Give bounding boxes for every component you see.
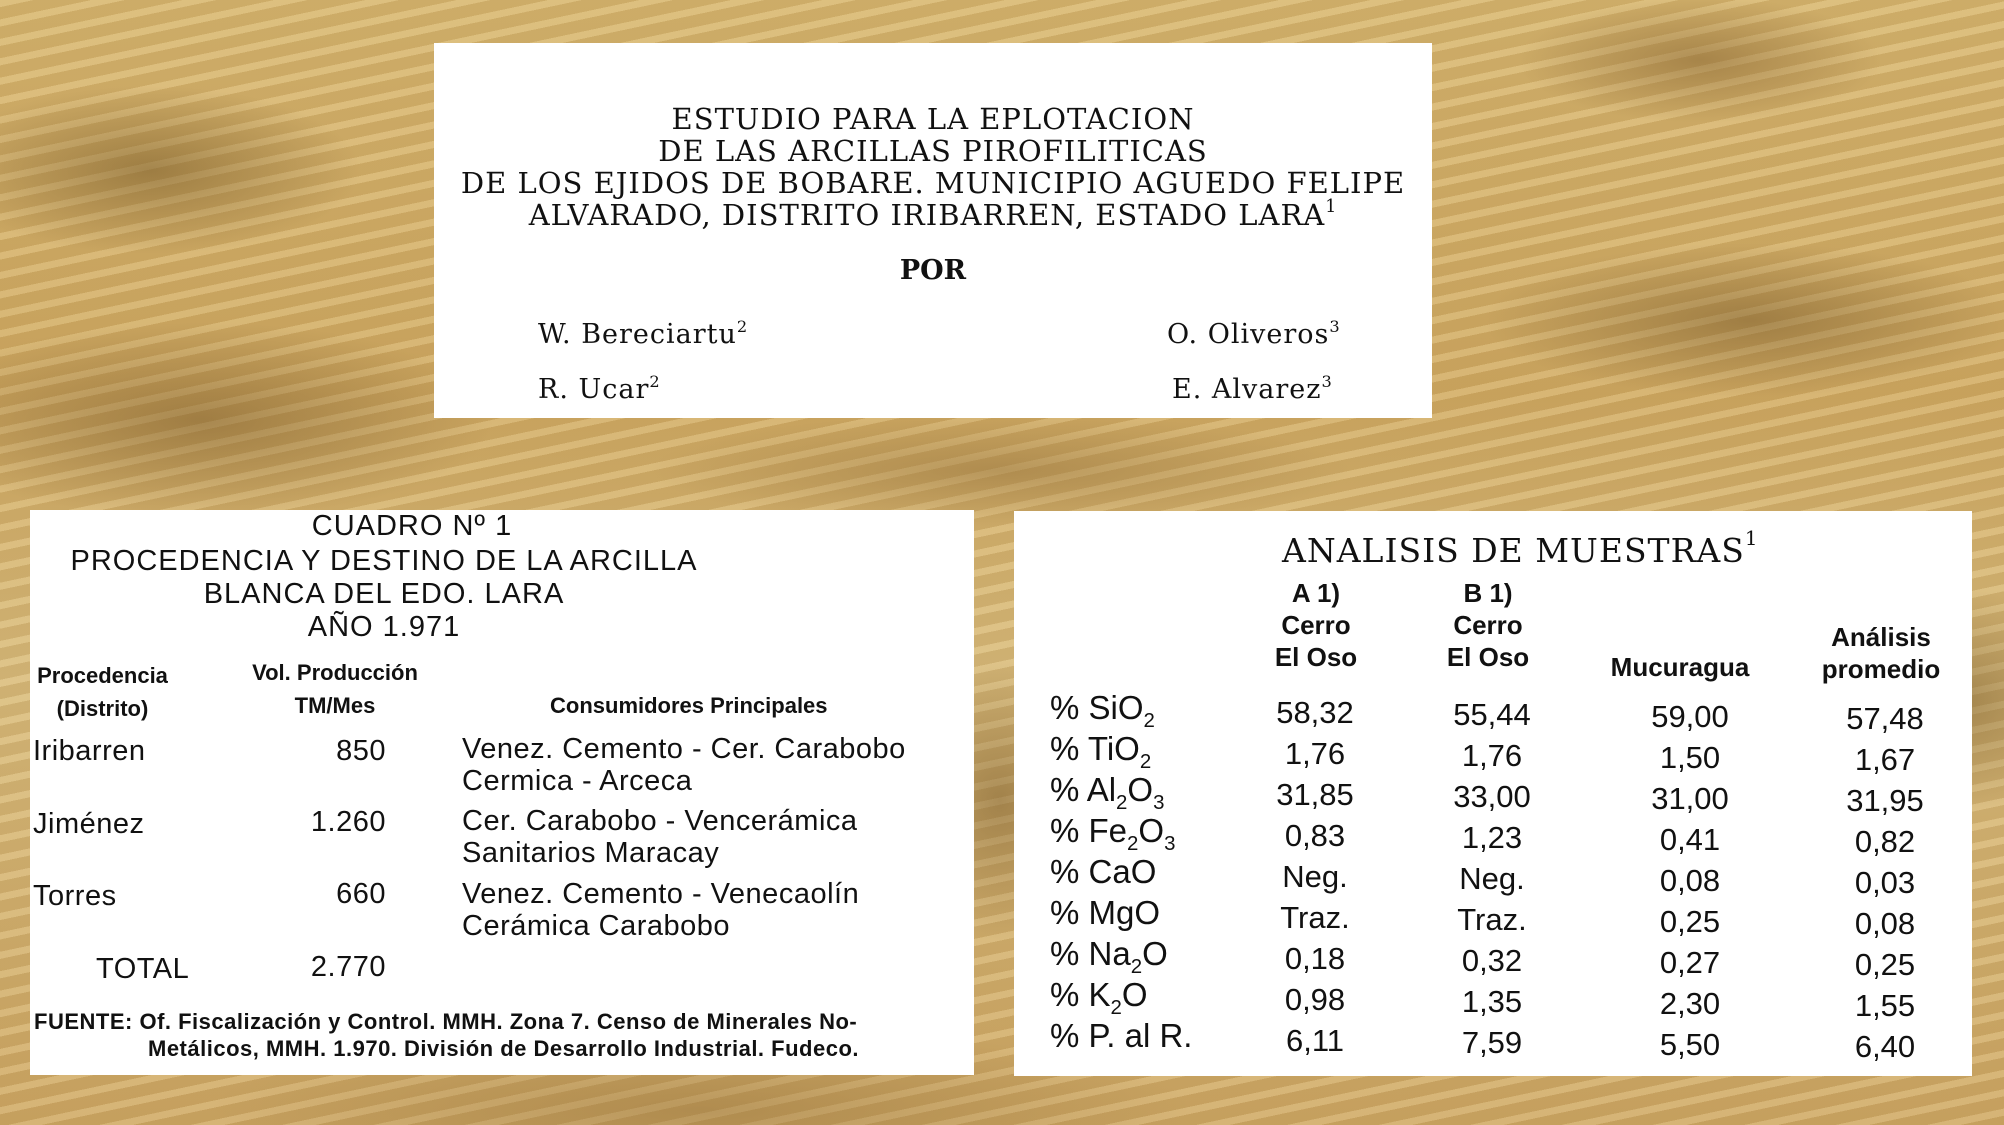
title-line: DE LAS ARCILLAS PIROFILITICAS: [658, 134, 1208, 168]
fuente-note: FUENTE: Of. Fiscalización y Control. MMH. Zona 7. Censo de Minerales No- Metálicos, MMH. 1.970. División de Desarrollo Industrial. Fudeco.: [34, 1009, 859, 1061]
analysis-value: 57,48: [1846, 701, 1924, 736]
analysis-value: 1,50: [1659, 740, 1721, 775]
analysis-value: 0,98: [1284, 982, 1346, 1017]
analisis-title: ANALISIS DE MUESTRAS$^1$: [1282, 527, 1759, 570]
author: W. Bereciartu$^2$: [538, 317, 749, 350]
analysis-value: 1,76: [1284, 736, 1346, 771]
analysis-value: 2,30: [1659, 986, 1721, 1021]
row-label-al2o3: % $Al_2O_3$: [1050, 771, 1165, 814]
row-district: Jiménez: [33, 808, 145, 840]
title-line: DE LOS EJIDOS DE BOBARE. MUNICIPIO AGUEDO FELIPE: [460, 166, 1406, 200]
analysis-value: 1,23: [1461, 820, 1523, 855]
analysis-value: 59,00: [1651, 699, 1729, 734]
row-label-tio2: % TiO$_2$: [1050, 730, 1152, 773]
analysis-value: 7,59: [1461, 1025, 1523, 1060]
analysis-value: 33,00: [1453, 779, 1531, 814]
row-label-pr: % P. al R.: [1050, 1017, 1193, 1054]
paper-title: [434, 103, 1432, 231]
analysis-value: 31,85: [1276, 777, 1354, 812]
total-label: TOTAL: [96, 953, 190, 985]
analysis-value: 0,41: [1659, 822, 1721, 857]
analysis-value: 0,27: [1659, 945, 1721, 980]
author: O. Oliveros$^3$: [1167, 317, 1341, 350]
row-district: Iribarren: [33, 735, 146, 767]
title-line: ESTUDIO PARA LA EPLOTACION: [671, 102, 1195, 136]
por-label: POR: [899, 255, 967, 286]
cuadro-title-line: AÑO 1.971: [307, 611, 461, 643]
col-header-b: B 1) Cerro El Oso: [1446, 578, 1530, 672]
analysis-value: 6,40: [1854, 1029, 1916, 1064]
analysis-value: 0,03: [1854, 865, 1916, 900]
header-volumen: Vol. Producción TM/Mes: [252, 660, 418, 718]
row-label-mgo: % MgO: [1050, 894, 1161, 931]
header-procedencia: Procedencia (Distrito): [37, 663, 168, 721]
row-consumers: Venez. Cemento - Cer. Carabobo Cermica - Arceca: [462, 733, 906, 797]
analysis-value: 0,25: [1854, 947, 1916, 982]
analysis-value: 0,82: [1854, 824, 1916, 859]
analysis-value: Traz.: [1280, 900, 1350, 935]
title-card: [434, 43, 1432, 418]
analysis-value: 58,32: [1276, 695, 1354, 730]
analysis-value: 31,95: [1846, 783, 1924, 818]
col-header-mucuragua: Mucuragua: [1610, 652, 1750, 682]
analysis-value: Neg.: [1282, 859, 1348, 894]
analysis-value: Neg.: [1459, 861, 1525, 896]
row-consumers: Venez. Cemento - Venecaolín Cerámica Carabobo: [462, 878, 860, 942]
analysis-value: 0,25: [1659, 904, 1721, 939]
row-label-k2o: % $K_2O$: [1050, 976, 1148, 1019]
author: R. Ucar$^2$: [538, 372, 661, 405]
analysis-value: 0,18: [1284, 941, 1346, 976]
col-header-promedio: Análisis promedio: [1821, 622, 1941, 684]
row-volume: 660: [336, 878, 386, 910]
analysis-value: 55,44: [1453, 697, 1531, 732]
header-consumidores: Consumidores Principales: [550, 693, 828, 718]
row-consumers: Cer. Carabobo - Vencerámica Sanitarios Maracay: [462, 805, 858, 869]
analisis-table-card: [1014, 511, 1972, 1076]
row-label-na2o: % $Na_2O$: [1050, 935, 1168, 978]
analysis-value: 6,11: [1285, 1023, 1345, 1058]
analysis-value: 0,08: [1659, 863, 1721, 898]
row-label-sio2: % SiO$_2$: [1050, 689, 1155, 732]
row-district: Torres: [33, 880, 117, 912]
row-label-cao: % CaO: [1050, 853, 1157, 890]
cuadro-title-line: BLANCA DEL EDO. LARA: [203, 578, 565, 610]
analysis-value: 31,00: [1651, 781, 1729, 816]
cuadro-title-line: PROCEDENCIA Y DESTINO DE LA ARCILLA: [70, 545, 698, 577]
col-header-a: A 1) Cerro El Oso: [1274, 578, 1358, 672]
analysis-value: 0,32: [1461, 943, 1523, 978]
analysis-value: 5,50: [1659, 1027, 1721, 1062]
row-volume: 1.260: [310, 806, 386, 838]
analysis-value: 0,08: [1854, 906, 1916, 941]
author: E. Alvarez$^3$: [1172, 372, 1333, 405]
analysis-value: 1,55: [1854, 988, 1916, 1023]
row-volume: 850: [336, 735, 386, 767]
cuadro-number: CUADRO Nº 1: [311, 510, 513, 542]
footnote-marker: 1: [1325, 197, 1338, 217]
cuadro-table-card: [30, 510, 974, 1075]
analysis-value: 0,83: [1284, 818, 1346, 853]
total-value: 2.770: [310, 951, 386, 983]
analysis-value: Traz.: [1457, 902, 1527, 937]
row-label-fe2o3: % $Fe_2O_3$: [1050, 812, 1176, 855]
analysis-value: 1,76: [1461, 738, 1523, 773]
analysis-value: 1,67: [1854, 742, 1916, 777]
title-line: ALVARADO, DISTRITO IRIBARREN, ESTADO LARA: [528, 198, 1326, 232]
analysis-value: 1,35: [1461, 984, 1523, 1019]
